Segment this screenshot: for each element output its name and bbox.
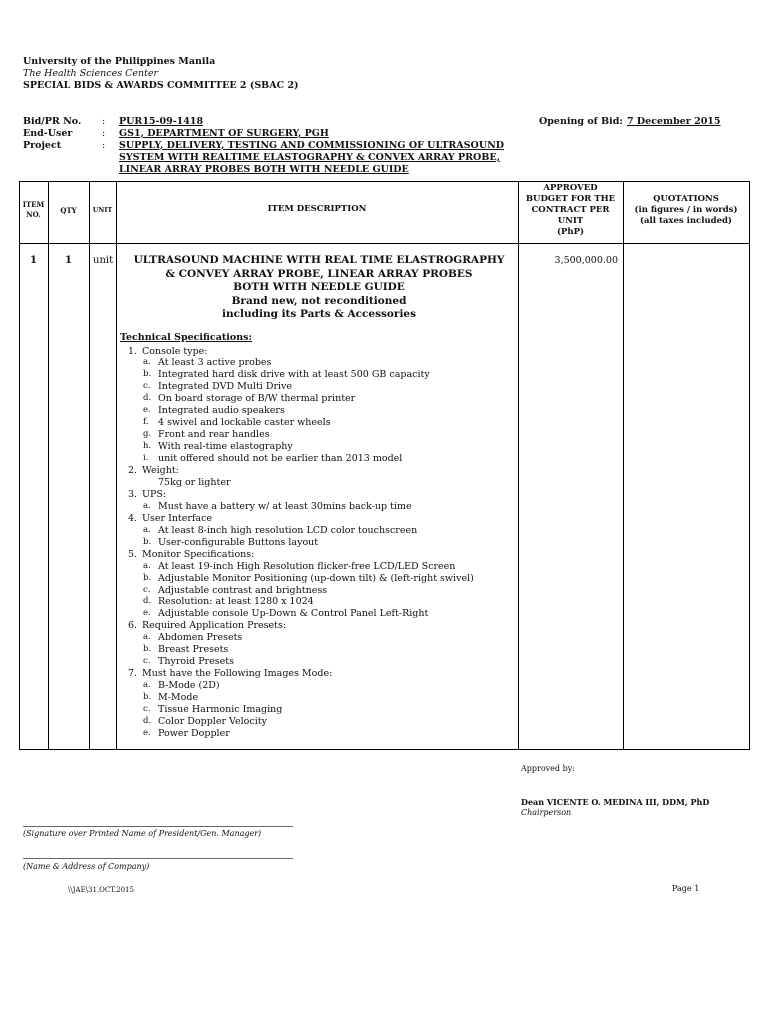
spec-marker: e. xyxy=(143,727,151,738)
header-budget-line-5: (PhP) xyxy=(556,227,584,237)
spec-item: User-configurable Buttons layout xyxy=(158,536,319,548)
spec-marker: 5. xyxy=(128,548,138,560)
spec-item: Integrated audio speakers xyxy=(158,405,285,417)
opening-value: 7 December 2015 xyxy=(627,116,721,127)
item-title-line-3: BOTH WITH NEEDLE GUIDE xyxy=(233,281,405,293)
spec-item: Adjustable contrast and brightness xyxy=(158,584,328,596)
spec-item: Resolution: at least 1280 x 1024 xyxy=(158,596,314,608)
spec-item: With real-time elastography xyxy=(158,441,293,453)
row-unit: unit xyxy=(93,255,114,266)
header-budget-line-1: APPROVED xyxy=(543,183,598,193)
spec-marker: a. xyxy=(143,560,151,571)
header-item-no-line-2: NO. xyxy=(26,210,41,219)
spec-item: On board storage of B/W thermal printer xyxy=(158,393,356,405)
spec-item: Weight: xyxy=(142,465,179,476)
spec-item: Tissue Harmonic Imaging xyxy=(158,704,283,715)
spec-marker: 2. xyxy=(128,465,138,476)
spec-marker: c. xyxy=(143,584,151,595)
spec-marker: b. xyxy=(143,692,152,703)
header-qty: QTY xyxy=(60,206,77,215)
spec-marker: 7. xyxy=(128,668,138,680)
spec-marker: b. xyxy=(143,644,152,655)
spec-item: Power Doppler xyxy=(158,727,230,739)
header-item-no xyxy=(19,200,48,220)
header-budget-line-3: CONTRACT PER xyxy=(531,205,610,215)
spec-marker: b. xyxy=(143,536,152,547)
project-line-1: SUPPLY, DELIVERY, TESTING AND COMMISSIONING OF ULTRASOUND xyxy=(119,140,505,151)
spec-item: Must have a battery w/ at least 30mins back-up time xyxy=(158,500,412,512)
file-reference: \\JAE\31.OCT.2015 xyxy=(68,886,134,894)
spec-item: B-Mode (2D) xyxy=(158,680,220,692)
header-budget xyxy=(518,183,623,238)
spec-item: User Interface xyxy=(142,512,213,524)
header-quotations xyxy=(623,194,749,227)
approver-title: Chairperson xyxy=(521,808,572,817)
enduser-label: End-User xyxy=(23,128,73,139)
university-name: University of the Philippines Manila xyxy=(23,56,216,67)
header-quotations-line-2: (in figures / in words) xyxy=(634,205,738,215)
spec-marker: a. xyxy=(143,524,151,535)
spec-item: Must have the Following Images Mode: xyxy=(142,668,333,680)
bid-label: Bid/PR No. xyxy=(23,116,82,127)
spec-marker: a. xyxy=(143,500,151,511)
item-title-line-5: including its Parts & Accessories xyxy=(221,308,417,320)
enduser-value: GS1, DEPARTMENT OF SURGERY, PGH xyxy=(119,128,329,139)
spec-marker: c. xyxy=(143,381,151,392)
spec-marker: a. xyxy=(143,357,151,368)
spec-marker: a. xyxy=(143,632,151,643)
spec-item: Adjustable console Up-Down & Control Panel Left-Right xyxy=(158,608,429,620)
row-item-no: 1 xyxy=(30,255,37,266)
spec-item: 4 swivel and lockable caster wheels xyxy=(158,417,331,429)
spec-marker: b. xyxy=(143,369,152,380)
spec-item: Console type: xyxy=(142,345,208,357)
spec-item: unit offered should not be earlier than 2013 model xyxy=(158,453,403,465)
spec-marker: f. xyxy=(143,417,149,428)
spec-marker: 3. xyxy=(128,488,138,500)
approved-by-label: Approved by: xyxy=(521,764,575,773)
spec-item: At least 19-inch High Resolution flicker-free LCD/LED Screen xyxy=(158,560,456,572)
spec-marker: d. xyxy=(143,393,152,404)
spec-item: Required Application Presets: xyxy=(142,620,287,632)
spec-item: Front and rear handles xyxy=(158,429,270,441)
row-qty: 1 xyxy=(65,255,72,266)
spec-item: Adjustable Monitor Positioning (up-down tilt) & (left-right swivel) xyxy=(158,572,474,584)
header-item-no-line-1: ITEM xyxy=(22,200,45,209)
project-line-3: LINEAR ARRAY PROBES BOTH WITH NEEDLE GUIDE xyxy=(119,164,409,175)
spec-marker: i. xyxy=(143,453,149,464)
spec-item: M-Mode xyxy=(158,692,199,704)
spec-marker: d. xyxy=(143,715,152,726)
item-title-line-2: & CONVEY ARRAY PROBE, LINEAR ARRAY PROBES xyxy=(165,267,473,280)
signature-caption: (Signature over Printed Name of President/Gen. Manager) xyxy=(23,829,262,838)
spec-item: Integrated DVD Multi Drive xyxy=(158,381,293,393)
item-title-line-1: ULTRASOUND MACHINE WITH REAL TIME ELASTROGRAPHY xyxy=(133,254,505,266)
opening-label: Opening of Bid: xyxy=(539,116,623,127)
spec-item: Color Doppler Velocity xyxy=(158,715,267,727)
company-caption: (Name & Address of Company) xyxy=(23,862,150,871)
page-number: Page 1 xyxy=(672,884,700,893)
spec-marker: e. xyxy=(143,405,151,416)
header-quotations-line-3: (all taxes included) xyxy=(640,216,732,226)
spec-marker: 4. xyxy=(128,512,138,524)
header-description: ITEM DESCRIPTION xyxy=(267,204,367,214)
spec-item: At least 8-inch high resolution LCD color touchscreen xyxy=(158,524,418,536)
spec-marker: 1. xyxy=(128,345,138,357)
spec-item: 75kg or lighter xyxy=(158,476,231,488)
company-line xyxy=(23,858,293,859)
spec-item: Thyroid Presets xyxy=(158,656,234,668)
spec-item: Integrated hard disk drive with at least 500 GB capacity xyxy=(158,369,430,381)
spec-item: Monitor Specifications: xyxy=(142,548,255,560)
header-budget-line-4: UNIT xyxy=(557,216,584,226)
spec-marker: 6. xyxy=(128,620,138,632)
spec-marker: e. xyxy=(143,608,151,619)
bid-value: PUR15-09-1418 xyxy=(119,116,204,127)
spec-heading: Technical Specifications: xyxy=(120,332,252,343)
enduser-colon: : xyxy=(102,128,106,139)
approver-name: Dean VICENTE O. MEDINA III, DDM, PhD xyxy=(521,797,710,807)
spec-marker: c. xyxy=(143,704,151,714)
spec-marker: a. xyxy=(143,680,151,691)
spec-marker: g. xyxy=(143,429,152,440)
spec-marker: d. xyxy=(143,596,152,607)
spec-item: Breast Presets xyxy=(158,644,229,656)
spec-item: UPS: xyxy=(142,488,167,500)
signature-line xyxy=(23,826,293,827)
spec-marker: h. xyxy=(143,441,152,452)
header-budget-line-2: BUDGET FOR THE xyxy=(525,194,616,204)
header-unit: UNIT xyxy=(92,206,113,214)
header-quotations-line-1: QUOTATIONS xyxy=(653,194,719,204)
project-line-2: SYSTEM WITH REALTIME ELASTOGRAPHY & CONVEX ARRAY PROBE, xyxy=(119,152,500,163)
bid-colon: : xyxy=(102,116,106,127)
spec-item: At least 3 active probes xyxy=(158,357,272,369)
project-colon: : xyxy=(102,140,106,151)
spec-item: Abdomen Presets xyxy=(158,632,243,644)
spec-marker: b. xyxy=(143,572,152,583)
row-budget: 3,500,000.00 xyxy=(554,255,618,266)
committee-name: SPECIAL BIDS & AWARDS COMMITTEE 2 (SBAC 2) xyxy=(23,80,299,91)
center-name: The Health Sciences Center xyxy=(23,68,159,79)
spec-marker: c. xyxy=(143,656,151,667)
project-label: Project xyxy=(23,140,62,151)
item-title-line-4: Brand new, not reconditioned xyxy=(231,294,407,307)
